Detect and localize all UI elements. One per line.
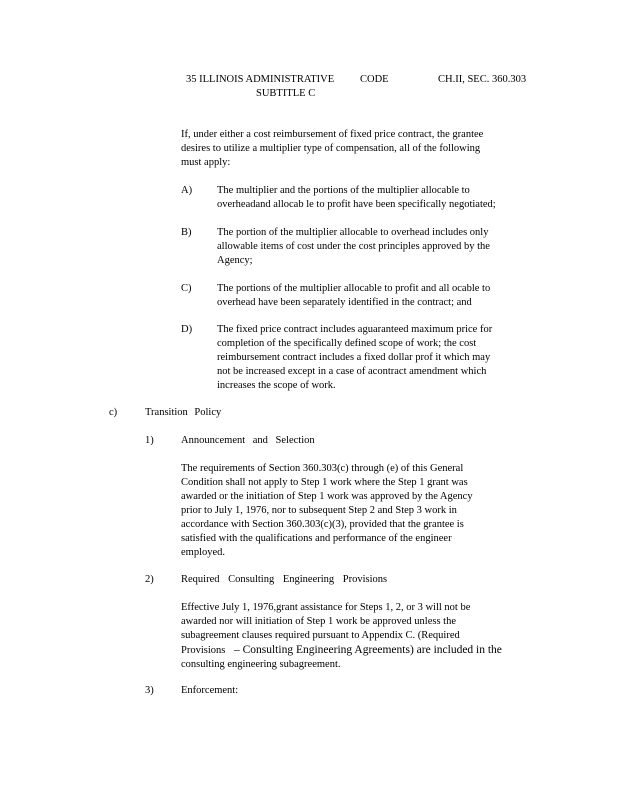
section-label: c) [109,407,118,418]
item-text [217,184,527,212]
item-text [217,282,529,310]
subsection-text [181,601,513,672]
subsection-line-part: Provisions [181,645,226,656]
subsection-label: 1) [145,435,154,446]
item-line: allowable items of cost under the cost principles approved by the [217,241,490,252]
subsection-line: The requirements of Section 360.303(c) through (e) of this General [181,463,464,474]
item-label: C) [181,283,192,294]
intro-line: desires to utilize a multiplier type of compensation, all of the following [181,143,481,154]
header-left: 35 ILLINOIS ADMINISTRATIVE [186,74,335,85]
item-line: The portions of the multiplier allocable to profit and all ocable to [217,283,491,294]
item-text [217,226,529,268]
intro-line: must apply: [181,157,231,168]
subsection-title: Required Consulting Engineering Provisions [181,574,388,585]
header-subtitle: SUBTITLE C [256,88,316,99]
subsection-label: 2) [145,574,154,585]
subsection-title: Announcement and Selection [181,435,315,446]
header-mid: CODE [360,74,389,85]
intro-line: If, under either a cost reimbursement of fixed price contract, the grantee [181,129,484,140]
item-line: completion of the specifically defined scope of work; the cost [217,338,477,349]
item-label: A) [181,185,193,196]
subsection-line: awarded nor will initiation of Step 1 work be approved unless the [181,616,456,627]
item-line: not be increased except in a case of acontract amendment which [217,366,487,377]
subsection-line: awarded or the initiation of Step 1 work was approved by the Agency [181,491,473,502]
item-line: overhead have been separately identified in the contract; and [217,297,472,308]
subsection-line: prior to July 1, 1976, nor to subsequent Step 2 and Step 3 work in [181,505,457,516]
item-label: D) [181,324,193,335]
subsection-line: accordance with Section 360.303(c)(3), provided that the grantee is [181,519,464,530]
item-label: B) [181,227,192,238]
subsection-line: Condition shall not apply to Step 1 work where the Step 1 grant was [181,477,468,488]
item-line: Agency; [217,255,253,266]
subsection-title: Enforcement: [181,685,239,696]
subsection-line-part: – Consulting Engineering Agreements) are included in the [233,644,502,656]
subsection-line: satisfied with the qualifications and performance of the engineer [181,533,452,544]
item-line: overheadand allocab le to profit have been specifically negotiated; [217,199,496,210]
item-line: The multiplier and the portions of the multiplier allocable to [217,185,470,196]
subsection-line: subagreement clauses required pursuant to Appendix C. (Required [181,630,460,641]
intro-paragraph [181,128,521,170]
item-line: The portion of the multiplier allocable to overhead includes only [217,227,489,238]
item-line: increases the scope of work. [217,380,336,391]
subsection-label: 3) [145,685,154,696]
subsection-line: Effective July 1, 1976,grant assistance for Steps 1, 2, or 3 will not be [181,602,471,613]
item-text [217,323,531,393]
item-line: reimbursement contract includes a fixed dollar prof it which may [217,352,491,363]
header-right: CH.II, SEC. 360.303 [438,74,527,85]
subsection-line [181,643,513,658]
subsection-text [181,462,511,560]
subsection-line: consulting engineering subagreement. [181,659,341,670]
subsection-line: employed. [181,547,226,558]
section-title: Transition Policy [145,407,222,418]
item-line: The fixed price contract includes aguaranteed maximum price for [217,324,493,335]
